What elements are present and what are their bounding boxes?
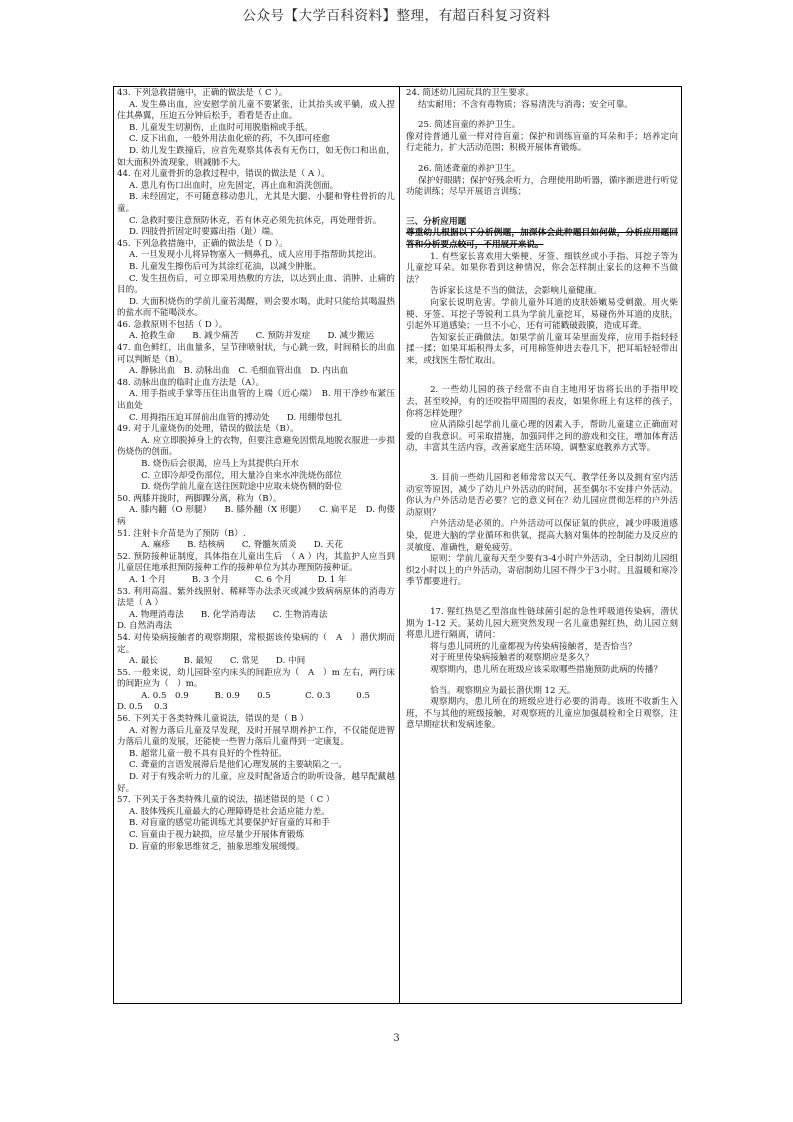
text-line: 恰当。观察期应为最长潜伏期 12 天。 [430, 685, 576, 696]
paragraph-spacer [406, 598, 678, 607]
text-line: C. 发生扭伤后，可立即采用热敷的方法，以达到止血、消肿、止痛的目的。 [117, 273, 395, 296]
text-line: B. 烧伤后会很渴，应马上为其提供白开水 [141, 459, 299, 469]
text-line: A. 抢救生命 B. 减少痛苦 C. 预防并发症 D. 减少搬运 [129, 331, 374, 342]
text-line: D. 自然消毒法 [117, 621, 173, 632]
text-line: 45. 下列急救措施中，正确的做法是（ D ）。 [117, 238, 288, 249]
paragraph-spacer [406, 367, 678, 376]
text-line: A. 一旦发现小儿将异物塞入一侧鼻孔，成人应用手指帮助其挖出。 [129, 250, 382, 261]
text-line: B. 对盲童的感觉功能训练尤其要保护好盲童的耳和手 [129, 818, 330, 829]
text-line: C. 聋童的言语发展滞后是他们心理发展的主要缺陷之一。 [129, 760, 348, 771]
paragraph-spacer [406, 155, 678, 164]
paragraph-spacer [406, 199, 678, 208]
text-line: B. 儿童发生擦伤后可为其涂红花油，以减少肿胀。 [129, 261, 322, 272]
text-line: 向家长说明危害。学前儿童外耳道的皮肤娇嫩易受刺激。用火柴梗、牙签、耳挖子等锐利工具为学前儿童挖耳，易碰伤外耳道的皮肤，引起外耳道感染；一旦不小心，还有可能戳破鼓膜，造成耳聋。 [406, 297, 678, 332]
text-line: 26. 简述聋童的养护卫生。 [418, 163, 521, 174]
text-line: 3. 目前一些幼儿园和老师常常以天气、教学任务以及拥有室内活动室等原因，减少了幼儿户外活动的时间，甚至偶尔不安排户外活动。你认为户外活动是否必要？它的意义何在？幼儿园应贯彻怎样的户外活动原则？ [406, 473, 678, 518]
struck-note: 尊重幼儿根据以下分析例题，加深体会此种题目如何做，分析应用题回答和分析要点较可，不用展开来说。 [406, 228, 678, 250]
text-line: A. 用手指或手掌等压住出血管的上端（近心端） B. 用干净纱布紧压出血处 [117, 389, 395, 412]
text-line: 告诉家长这是不当的做法，会影响儿童健康。 [430, 286, 602, 297]
text-line: 53. 利用高温、紫外线照射、稀释等办法杀灭或减少致病病原体的消毒方法是（ A ） [117, 586, 395, 609]
text-line: 56. 下列关于各类特殊儿童说法，错误的是（ B ） [117, 714, 309, 725]
text-line: A. 麻疹 B. 结核病 C. 脊髓灰质炎 D. 天花 [141, 540, 343, 551]
text-line: D. 0.5 0.3 [117, 702, 168, 713]
paragraph-spacer [406, 464, 678, 473]
text-line: 观察期内，患儿所在班级应该采取哪些措施预防此病的传播？ [430, 664, 663, 675]
right-column [406, 88, 678, 1003]
text-line: D. 幼儿发生跌撞后，应首先观察其体表有无伤口，如无伤口和出血，如大面积外流现象，则减肺不大。 [117, 145, 395, 168]
text-line: A. 最长 B. 最短 C. 常见 D. 中间 [129, 656, 306, 667]
text-line: 52. 预防接种证制度，具体指在儿童出生后 （ A ）内，其监护人应当到儿童居住地承担预防接种工作的接种单位为其办理预防接种证。 [117, 551, 395, 574]
text-line: 观察期内，患儿所在的班级应进行必要的消毒。该班不收新生入班，不与其他的班级接触，对观察班的儿童应加强晨检和全日观察，注意早期症状和发病迹象。 [406, 697, 678, 731]
text-line: 保护好眼睛；保护好残余听力，合理使用助听器，循序渐进进行听觉功能训练；尽早开展语言训练； [406, 175, 678, 198]
page-header: 公众号【大学百科资料】整理，有超百科复习资料 [242, 8, 551, 24]
text-line: D. 盲童的形象思维贫乏，抽象思维发展缓慢。 [129, 841, 305, 852]
text-line: D. 对于有残余听力的儿童，应及时配备适合的助听设备，越早配戴越好。 [117, 772, 395, 794]
left-column [117, 88, 395, 1003]
text-line: B. 未经固定，不可随意移动患儿，尤其是大腿、小腿和脊柱骨折的儿童。 [117, 192, 395, 214]
text-line: 55. 一般来说，幼儿园卧室内床头的间距应为（ A ）m 左右，两行床的间距应为（ ）m。 [117, 667, 395, 690]
text-line: A. 肢体残疾儿童最大的心理障碍是社会适应能力差。 [129, 806, 330, 817]
text-line: 将与患儿同班的儿童都视为传染病接触者，是否恰当？ [430, 641, 637, 652]
text-line: A. 膝内翻（O 形腿） B. 膝外翻（X 形腿） C. 扁平足 D. 佝偻病 [117, 505, 395, 527]
text-line: 57. 下列关于各类特殊儿童的说法，描述错误的是（ C ） [117, 795, 335, 806]
text-line: 44. 在对儿童骨折的急救过程中，错误的做法是（ A ）。 [117, 169, 330, 180]
text-line: A. 患儿有伤口出血时，应先固定，再止血和消洗创面。 [129, 180, 339, 191]
paragraph-spacer [406, 677, 678, 686]
text-line: 1. 有些家长喜欢用大柴梗、牙签、细铁丝或小手指、耳挖子等为儿童挖耳朵。如果你看到这种情况，你会怎样制止家长的这种不当做法？ [406, 251, 678, 285]
text-line: 24. 简述幼儿园玩具的卫生要求。 [406, 88, 535, 98]
text-line: 51. 注射卡介苗是为了预防（B）. [117, 528, 246, 539]
text-line: A. 应立即脱掉身上的衣物，但要注意避免因慌乱地脱衣服进一步损伤烧伤的创面。 [117, 435, 395, 458]
text-line: 47. 血色鲜红，出血量多，呈节律喷射状，与心跳一致，时间稍长的出血可以判断是（B）。 [117, 343, 395, 365]
text-line: 43. 下列急救措施中，正确的做法是（ C ）。 [117, 88, 288, 98]
text-line: 像对待普通儿童一样对待盲童；保护和训练盲童的耳朵和手；培养定向行走能力，扩大活动范围；积极开展体育锻炼。 [406, 131, 678, 154]
text-line: 户外活动是必须的。户外活动可以保证氧的供应，减少呼吸道感染，促进大脑的学业循环和供氧，提高大脑对集体的控制能力及反应的灵敏度、准确性，避免疲劳。 [406, 519, 678, 553]
text-line: A. 对智力落后儿童及早发现，及时开展早期养护工作，不仅能促进智力落后儿童的发展，还能使一些智力落后儿童得到一定康复。 [117, 725, 395, 748]
page-number: 3 [393, 1033, 400, 1044]
text-line: A. 物理消毒法 B. 化学消毒法 C. 生物消毒法 [129, 609, 328, 620]
text-line: B. 儿童发生切割伤，止血时可用脱脂棉或手纸。 [129, 122, 313, 133]
text-line: A. 发生鼻出血，应安慰学前儿童不要紧张，让其抬头或平躺，成人捏住其鼻翼，压迫五分钟后松手，看看是否止血。 [117, 99, 395, 122]
text-line: D. 烧伤学前儿童在送往医院途中应取未烧伤侧的卧位 [141, 482, 343, 493]
column-divider [399, 87, 400, 1003]
text-line: 原则：学前儿童每天至少要有3-4小时户外活动，全日制幼儿园组织2小时以上的户外活动，寄宿制幼儿园不得少于3小时。且温暖和寒冷季节都要进行。 [406, 554, 678, 588]
text-line: D. 四肢骨折固定时要露出指（趾）端。 [129, 227, 279, 238]
text-line: A. 1 个月 B. 3 个月 C. 6 个月 D. 1 年 [129, 574, 347, 585]
text-line: 46. 急救原则不包括（ D ）。 [117, 319, 228, 330]
section-heading: 三、分析应用题 [406, 216, 467, 227]
text-line: D. 大面积烧伤的学前儿童若渴醒，则会要水喝，此时只能给其喝温热的盐水而不能喝淡水。 [117, 296, 395, 319]
paragraph-spacer [406, 589, 678, 598]
text-line: 2. 一些幼儿园的孩子经常不由自主地用牙齿将长出的手指甲咬去，甚至咬掉，有的还咬指甲周围的表皮，如果你班上有这样的孩子，你将怎样处理？ [406, 385, 678, 419]
text-line: 17. 猩红热是乙型溶血性链球菌引起的急性呼吸道传染病，潜伏期为 1-12 天。某幼儿园大班突然发现一名儿童患猩红热，幼儿园立刻将患儿进行隔离，请问： [406, 606, 678, 641]
paragraph-spacer [406, 111, 678, 120]
text-line: 应从消除引起学前儿童心理的因素入手，帮助儿童建立正确面对爱的自我意识。可采取措施，加强同伴之间的游戏和交往，增加体育活动，丰富其生活内容，改善家庭生活环境，调整家庭教养方式等。 [406, 420, 678, 454]
text-line: C. 盲童由于视力缺损，应尽量少开展体育锻炼 [129, 830, 305, 840]
text-line: 48. 动脉出血的临时止血方法是（A）。 [117, 377, 265, 388]
text-line: 25. 简述盲童的养护卫生。 [418, 120, 521, 131]
text-line: C. 急救时要注意预防休克，若有休克必须先抗休克，再处理骨折。 [129, 215, 382, 226]
paragraph-spacer [406, 208, 678, 217]
text-line: 50. 两膝并拢时，两脚踝分离，称为（B）。 [117, 493, 282, 504]
text-line: C. 立即冷却受伤部位，用大量冷自来水冲洗烧伤部位 [141, 470, 342, 481]
text-line: 对于班里传染病接触者的观察期应是多久？ [430, 653, 594, 664]
text-line: 告知家长正确做法。如果学前儿童耳朵里面发痒，应用手指轻轻揉一揉；如果耳垢积得太多，可用棉签伸进去卷几下，把耳垢轻轻带出来，或找医生帮忙取出。 [406, 332, 678, 366]
content-table [113, 86, 682, 1004]
text-line: A. 0.5 0.9 B. 0.9 0.5 C. 0.3 0.5 [141, 690, 370, 701]
paragraph-spacer [406, 455, 678, 464]
text-line: 结实耐用；不含有毒物质；容易清洗与消毒；安全可靠。 [418, 99, 633, 110]
text-line: A. 静脉出血 B. 动脉出血 C. 毛细血管出血 D. 内出血 [129, 366, 349, 377]
text-line: B. 超常儿童一般不具有良好的个性特征。 [129, 748, 287, 759]
text-line: 49. 对于儿童烧伤的处理，错误的做法是（B）。 [117, 424, 299, 435]
text-line: C. 用拇指压迫耳屏前出血管的搏动处 D. 用绷带包扎 [129, 412, 342, 423]
text-line: C. 反下出血，一般外用法血化瘀的药，不久即可痊愈 [129, 134, 330, 145]
text-line: 54. 对传染病接触者的观察期限，常根据该传染病的（ A ）潜伏期而定。 [117, 632, 395, 655]
